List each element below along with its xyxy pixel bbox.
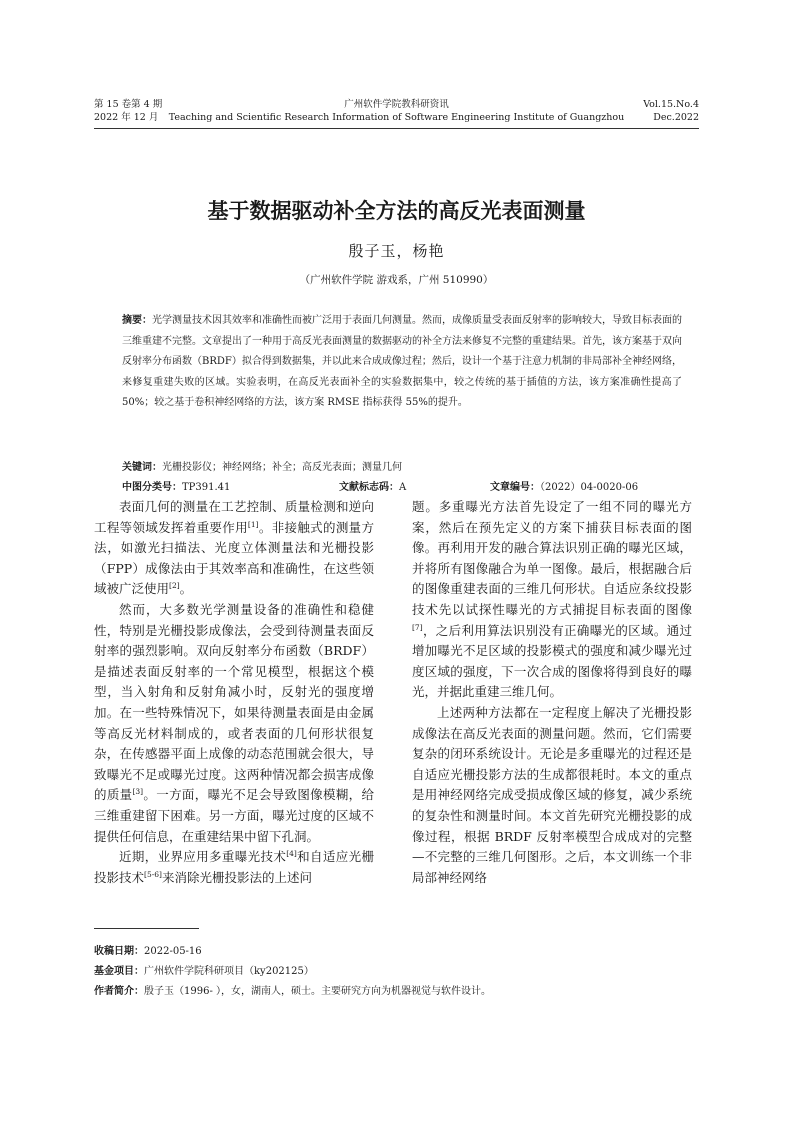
article-no-label: 文章编号： xyxy=(490,482,540,493)
volume-issue: 第 15 卷第 4 期 xyxy=(94,99,163,110)
issue-date: 2022 年 12 月 xyxy=(94,112,159,123)
footnote-received: 收稿日期：2022-05-16 xyxy=(94,946,202,957)
journal-name-cn: 广州软件学院教科研资讯 xyxy=(344,99,449,110)
volume-issue-en: Vol.15.No.4 xyxy=(643,99,699,110)
header-divider xyxy=(94,128,699,129)
journal-name-en: Teaching and Scientific Research Information of Software Engineering Institute of Guangzhou xyxy=(168,112,625,123)
abstract xyxy=(122,311,682,414)
clc-value: TP391.41 xyxy=(182,482,231,493)
body-left-column xyxy=(94,497,374,888)
keywords-text: 光栅投影仪；神经网络；补全；高反光表面；测量几何 xyxy=(162,462,402,473)
clc-label: 中图分类号： xyxy=(122,482,182,493)
body-paragraph: 表面几何的测量在工艺控制、质量检测和逆向工程等领域发挥着重要作用[1]。非接触式的测量方法，如激光扫描法、光度立体测量法和光栅投影（FPP）成像法由于其效率高和准确性，在这些领域被广泛使用[2]。 xyxy=(94,499,374,597)
keywords-label: 关键词： xyxy=(122,462,162,473)
body-right-column xyxy=(412,497,692,888)
classification-line xyxy=(122,478,682,498)
affiliation: （广州软件学院 游戏系，广州 510990） xyxy=(299,274,494,286)
paper-title: 基于数据驱动补全方法的高反光表面测量 xyxy=(207,199,586,223)
keywords-line xyxy=(122,458,682,478)
abstract-text: 光学测量技术因其效率和准确性而被广泛用于表面几何测量。然而，成像质量受表面反射率的影响较大，导致目标表面的三维重建不完整。文章提出了一种用于高反光表面测量的数据驱动的补全方法来修复不完整的重建结果。首先，该方案基于双向反射率分布函数（BRDF）拟合得到数据集，并以此来合成成像过程；然后，设计一个基于注意力机制的非局部补全神经网络，来修复重建失败的区域。实验表明，在高反光表面补全的实验数据集中，较之传统的基于插值的方法，该方案准确性提高了 50%；较之基于卷积神经网络的方法，该方案 RMSE 指标获得 55%的提升。 xyxy=(122,315,682,408)
abstract-label: 摘要： xyxy=(122,315,152,326)
body-paragraph: 上述两种方法都在一定程度上解决了光栅投影成像法在高反光表面的测量问题。然而，它们需要复杂的闭环系统设计。无论是多重曝光的过程还是自适应光栅投影方法的生成都很耗时。本文的重点是用神经网络完成受损成像区域的修复，减少系统的复杂性和测量时间。本文首先研究光栅投影的成像过程，根据 BRDF 反射率模型合成成对的完整—不完整的三维几何图形。之后，本文训练一个非局部神经网络 xyxy=(412,704,692,885)
doc-code-label: 文献标志码： xyxy=(339,482,399,493)
issue-date-en: Dec.2022 xyxy=(653,112,699,123)
footnote-divider xyxy=(94,928,199,929)
body-paragraph: 近期，业界应用多重曝光技术[4]和自适应光栅投影技术[5-6]来消除光栅投影法的上述问 xyxy=(94,848,374,885)
article-meta xyxy=(122,458,682,498)
doc-code-value: A xyxy=(399,482,407,493)
footnote-fund: 基金项目：广州软件学院科研项目（ky202125） xyxy=(94,966,314,977)
authors: 殷子玉，杨艳 xyxy=(348,242,445,260)
footnote-author: 作者简介：殷子玉（1996- ），女，湖南人，硕士。主要研究方向为机器视觉与软件设计。 xyxy=(94,986,492,997)
body-paragraph: 题。多重曝光方法首先设定了一组不同的曝光方案，然后在预先定义的方案下捕获目标表面的图像。再利用开发的融合算法识别正确的曝光区域，并将所有图像融合为单一图像。最后，根据融合后的图像重建表面的三维几何形状。自适应条纹投影技术先以试探性曝光的方式捕捉目标表面的图像[7]，之后利用算法识别没有正确曝光的区域。通过增加曝光不足区域的投影模式的强度和减少曝光过度区域的强度，下一次合成的图像将得到良好的曝光，并据此重建三维几何。 xyxy=(412,499,692,700)
article-no-value: （2022）04-0020-06 xyxy=(540,482,639,493)
body-paragraph: 然而，大多数光学测量设备的准确性和稳健性，特别是光栅投影成像法，会受到待测量表面反射率的强烈影响。双向反射率分布函数（BRDF）是描述表面反射率的一个常见模型，根据这个模型，当入射角和反射角减小时，反射光的强度增加。在一些特殊情况下，如果待测量表面是由金属等高反光材料制成的，或者表面的几何形状很复杂，在传感器平面上成像的动态范围就会很大，导致曝光不足或曝光过度。这两种情况都会损害成像的质量[3]。一方面，曝光不足会导致图像模糊，给三维重建留下困难。另一方面，曝光过度的区域不提供任何信息，在重建结果中留下孔洞。 xyxy=(94,601,374,844)
